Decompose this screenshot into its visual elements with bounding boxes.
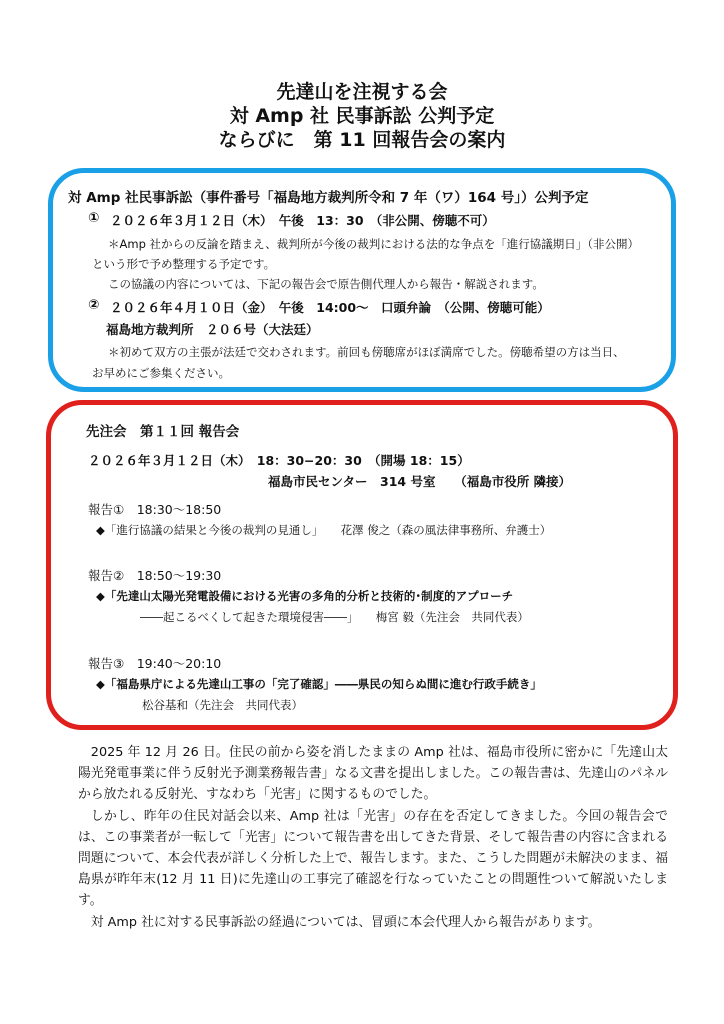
lawsuit-item1-note-2: という形で予め整理する予定です。: [92, 257, 276, 271]
report-1-label: 報告① 18:30～18:50: [88, 502, 222, 517]
lawsuit-item2-note-1: ＊初めて双方の主張が法廷で交わされます。前回も傍聴席がほぼ満席でした。傍聴希望の方は当日、: [108, 345, 625, 359]
lawsuit-item2-note-2: お早めにご参集ください。: [92, 366, 230, 380]
lawsuit-item1-marker: ①: [88, 210, 100, 226]
report-1-title: ◆「進行協議の結果と今後の裁判の見通し」 花澤 俊之（森の風法律事務所、弁護士）: [96, 523, 552, 537]
report-3-label: 報告③ 19:40～20:10: [88, 656, 222, 671]
report-2-label: 報告② 18:50～19:30: [88, 568, 222, 583]
lawsuit-heading: 対 Amp 社民事訴訟（事件番号「福島地方裁判所令和 7 年（ワ）164 号」）公判予定: [68, 190, 589, 206]
lawsuit-item2-datetime: ２０２６年４月１０日（金） 午後 14:00～ 口頭弁論 （公開、傍聴可能）: [110, 300, 550, 315]
report-3-title: ◆「福島県庁による先達山工事の「完了確認」――県民の知らぬ間に進む行政手続き」: [96, 677, 542, 691]
document-title: [0, 80, 724, 152]
body-text: [78, 742, 668, 933]
report-3-speaker: 松谷基和（先注会 共同代表）: [142, 698, 303, 712]
lawsuit-item1-datetime: ２０２６年３月１２日（木） 午後 13：30 （非公開、傍聴不可）: [110, 213, 495, 228]
lawsuit-item2-venue: 福島地方裁判所 ２０６号（大法廷）: [106, 322, 319, 337]
report-2-subtitle: ――起こるべくして起きた環境侵害――」 梅宮 毅（先注会 共同代表）: [140, 610, 529, 624]
meeting-datetime: ２０２６年３月１２日（木） 18：30−20：30 （開場 18：15）: [88, 453, 470, 468]
report-2-title: ◆「先達山太陽光発電設備における光害の多角的分析と技術的･制度的アプローチ: [96, 589, 514, 603]
lawsuit-item2-marker: ②: [88, 297, 100, 313]
title-line-3: ならびに 第 11 回報告会の案内: [218, 129, 506, 151]
body-paragraph-1: 2025 年 12 月 26 日。住民の前から姿を消したままの Amp 社は、福島市役所に密かに「先達山太陽光発電事業に伴う反射光予測業務報告書」なる文書を提出しました。この報告書は、先達山のパネルから放たれる反射光、すなわち「光害」に関するものでした。: [78, 745, 668, 803]
meeting-heading: 先注会 第１１回 報告会: [86, 424, 240, 440]
lawsuit-item1-note-3: この協議の内容については、下記の報告会で原告側代理人から報告・解説されます。: [108, 277, 544, 291]
lawsuit-item1-note-1: ＊Amp 社からの反論を踏まえ、裁判所が今後の裁判における法的な争点を「進行協議期日」（非公開）: [108, 237, 639, 251]
title-line-2: 対 Amp 社 民事訴訟 公判予定: [229, 105, 495, 127]
meeting-venue: 福島市民センター 314 号室 （福島市役所 隣接）: [268, 474, 572, 489]
body-paragraph-2: しかし、昨年の住民対話会以来、Amp 社は「光害」の存在を否定してきました。今回の報告会では、この事業者が一転して「光害」について報告書を出してきた背景、そして報告書の内容に含まれる問題について、本会代表が詳しく分析した上で、報告します。また、こうした問題が未解決のまま、福島県が昨年末(12 月 11 日)に先達山の工事完了確認を行なっていたことの問題性ついて解説いたします。: [78, 808, 668, 909]
title-line-1: 先達山を注視する会: [276, 81, 448, 103]
body-paragraph-3: 対 Amp 社に対する民事訴訟の経過については、冒頭に本会代理人から報告があります。: [90, 914, 601, 930]
